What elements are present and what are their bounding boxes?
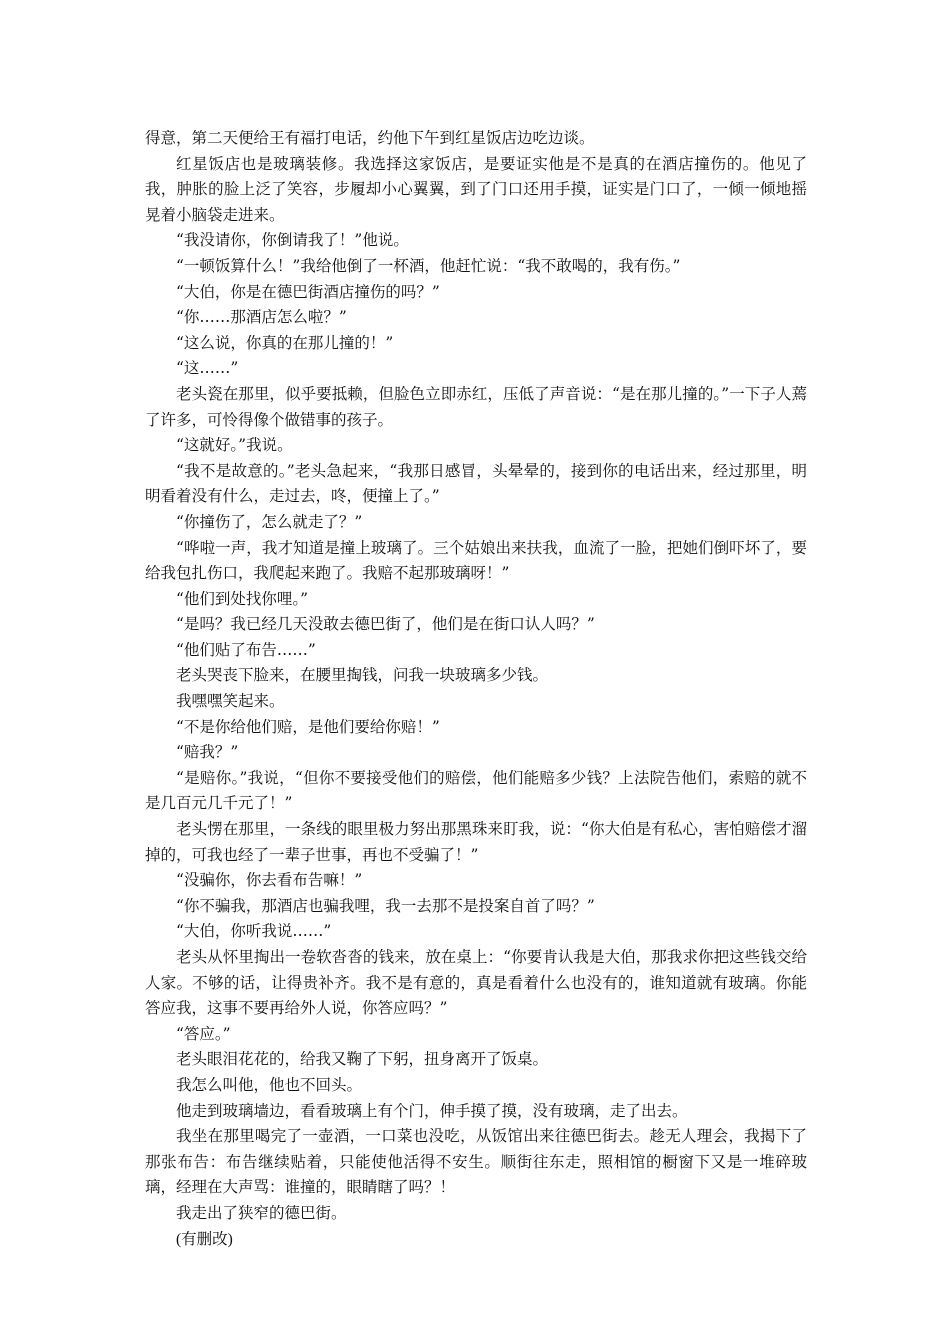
dialogue-line: “他们贴了布告……”: [176, 640, 316, 659]
dialogue-line: “这就好。”我说。: [176, 436, 293, 455]
paragraph: 我嘿嘿笑起来。: [176, 692, 285, 711]
dialogue-line: “是吗？我已经几天没敢去德巴街了，他们是在街口认人吗？”: [176, 615, 595, 634]
editor-note: (有删改): [176, 1230, 233, 1248]
dialogue-line: “你撞伤了，怎么就走了？”: [176, 512, 363, 531]
dialogue-line: “大伯，你是在德巴街酒店撞伤的吗？”: [176, 282, 440, 301]
paragraph: 我坐在那里喝完了一壶酒，一口菜也没吃，从饭馆出来往德巴街去。趁无人理会，我揭下了那张布告：布告继续贴着，只能使他活得不安生。顺街往东走，照相馆的橱窗下又是一堆碎玻璃，经理在大声骂：谁撞的，眼睛瞎了吗？！: [145, 1127, 807, 1197]
paragraph: 老头眼泪花花的，给我又鞠了下躬，扭身离开了饭桌。: [176, 1050, 549, 1069]
story-text: [145, 126, 807, 1252]
dialogue-line: “答应。”: [176, 1024, 231, 1043]
dialogue-line: “我不是故意的。”老头急起来，“我那日感冒，头晕晕的，接到你的电话出来，经过那里，明明看着没有什么，走过去，咚，便撞上了。”: [145, 461, 807, 506]
paragraph: 老头愣在那里，一条线的眼里极力努出那黑珠来盯我，说：“你大伯是有私心，害怕赔偿才溜掉的，可我也经了一辈子世事，再也不受骗了！”: [145, 820, 807, 864]
paragraph: 老头瓷在那里，似乎要抵赖，但脸色立即赤红，压低了声音说：“是在那儿撞的。”一下子人蔫了许多，可怜得像个做错事的孩子。: [145, 384, 807, 429]
dialogue-line: “你不骗我，那酒店也骗我哩，我一去那不是投案自首了吗？”: [176, 896, 595, 915]
dialogue-line: “一顿饭算什么！”我给他倒了一杯酒，他赶忙说：“我不敢喝的，我有伤。”: [176, 256, 681, 275]
dialogue-line: “大伯，你听我说……”: [176, 922, 332, 941]
dialogue-line: “他们到处找你哩。”: [176, 589, 309, 608]
paragraph: 红星饭店也是玻璃装修。我选择这家饭店，是要证实他是不是真的在酒店撞伤的。他见了我，肿胀的脸上泛了笑容，步履却小心翼翼，到了门口还用手摸，证实是门口了，一倾一倾地摇晃着小脑袋走进来。: [145, 154, 807, 224]
dialogue-line: “我没请你，你倒请我了！”他说。: [176, 231, 409, 250]
dialogue-line: “赔我？”: [176, 743, 239, 762]
dialogue-line: “是赔你。”我说，“但你不要接受他们的赔偿，他们能赔多少钱？上法院告他们，索赔的就不是几百元几千元了！”: [145, 768, 807, 813]
paragraph: 我走出了狭窄的德巴街。: [176, 1203, 347, 1222]
dialogue-line: “哗啦一声，我才知道是撞上玻璃了。三个姑娘出来扶我，血流了一脸，把她们倒吓坏了，要给我包扎伤口，我爬起来跑了。我赔不起那玻璃呀！”: [145, 538, 807, 583]
paragraph: 老头从怀里掏出一卷软沓沓的钱来，放在桌上：“你要肯认我是大伯，那我求你把这些钱交给人家。不够的话，让得贵补齐。我不是有意的，真是看着什么也没有的，谁知道就有玻璃。你能答应我，这事不要再给外人说，你答应吗？”: [145, 948, 807, 1018]
paragraph: 我怎么叫他，他也不回头。: [176, 1075, 363, 1094]
dialogue-line: “没骗你，你去看布告嘛！”: [176, 871, 363, 890]
dialogue-line: “你……那酒店怎么啦？”: [176, 308, 347, 327]
dialogue-line: “这么说，你真的在那儿撞的！”: [176, 333, 394, 352]
dialogue-line: “这……”: [176, 359, 239, 378]
paragraph: 得意，第二天便给王有福打电话，约他下午到红星饭店边吃边谈。: [145, 129, 595, 147]
dialogue-line: “不是你给他们赔，是他们要给你赔！”: [176, 717, 440, 736]
paragraph: 老头哭丧下脸来，在腰里掏钱，问我一块玻璃多少钱。: [176, 666, 549, 685]
paragraph: 他走到玻璃墙边，看看玻璃上有个门，伸手摸了摸，没有玻璃，走了出去。: [176, 1101, 688, 1120]
